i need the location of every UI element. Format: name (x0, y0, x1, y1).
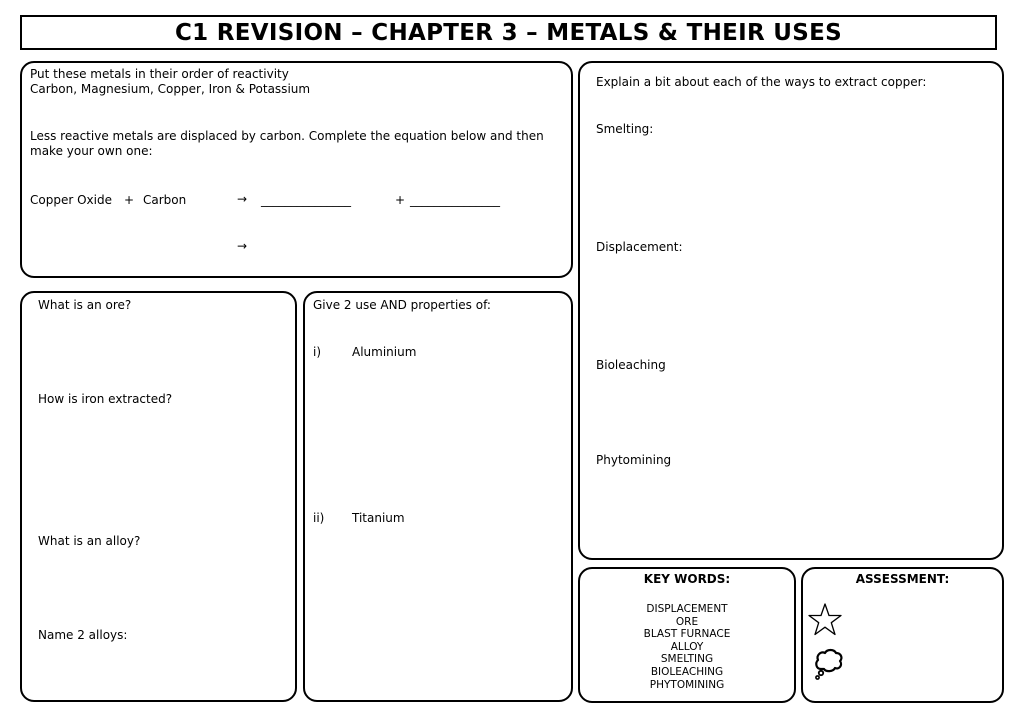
uses-item-titanium: Titanium (352, 511, 405, 525)
reactivity-prompt: Put these metals in their order of reactivity (30, 67, 289, 81)
method-smelting: Smelting: (596, 122, 654, 136)
method-displacement: Displacement: (596, 240, 683, 254)
page-title: C1 REVISION – CHAPTER 3 – METALS & THEIR USES (174, 19, 843, 46)
method-bioleaching: Bioleaching (596, 358, 666, 372)
thought-bubble-icon (812, 647, 844, 681)
uses-item-number: ii) (313, 511, 325, 525)
star-icon (808, 603, 842, 637)
uses-box (303, 291, 573, 702)
keywords-heading: KEY WORDS: (643, 572, 731, 586)
uses-item-number: i) (313, 345, 322, 359)
question-alloy: What is an alloy? (38, 534, 141, 548)
arrow-icon: → (237, 192, 248, 206)
assessment-heading: ASSESSMENT: (855, 572, 950, 586)
method-phytomining: Phytomining (596, 453, 672, 467)
equation-plus-2: + (395, 193, 406, 207)
question-name-alloys: Name 2 alloys: (38, 628, 128, 642)
copper-prompt: Explain a bit about each of the ways to extract copper: (596, 75, 927, 89)
question-ore: What is an ore? (38, 298, 132, 312)
equation-reactant-1: Copper Oxide (30, 193, 112, 207)
keyword: BLAST FURNACE (643, 628, 731, 641)
keyword: DISPLACEMENT (646, 603, 728, 615)
uses-prompt: Give 2 use AND properties of: (313, 298, 491, 312)
equation-reactant-2: Carbon (143, 193, 187, 207)
equation-blank-2: _______________ (410, 193, 500, 207)
reactivity-metals: Carbon, Magnesium, Copper, Iron & Potassium (30, 82, 311, 96)
keyword: ALLOY (670, 640, 704, 653)
equation-blank-1: _______________ (261, 193, 351, 207)
equation-plus: + (124, 193, 135, 207)
keyword: PHYTOMINING (649, 678, 725, 691)
keyword: SMELTING (660, 653, 714, 666)
keyword: BIOLEACHING (650, 666, 724, 678)
page-title-box (20, 15, 997, 50)
keyword: ORE (675, 615, 699, 628)
question-iron-extraction: How is iron extracted? (38, 392, 173, 406)
displacement-prompt: Less reactive metals are displaced by carbon. Complete the equation below and then make your own one: (30, 129, 544, 158)
arrow-icon: → (237, 239, 248, 253)
uses-item-aluminium: Aluminium (352, 345, 417, 359)
